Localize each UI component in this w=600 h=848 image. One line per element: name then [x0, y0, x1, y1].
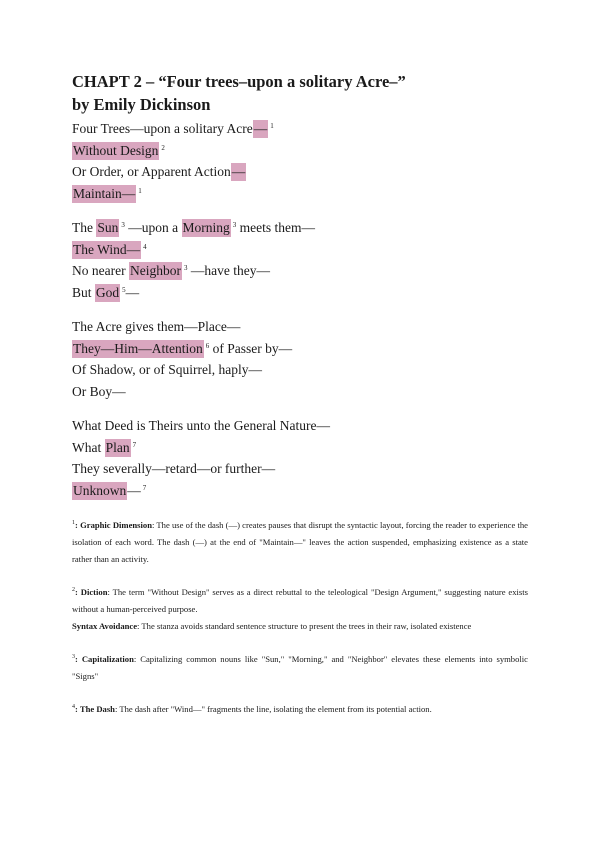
poem-line — [72, 239, 528, 261]
footnote-4 — [72, 701, 528, 718]
footnote-number: 2 — [72, 587, 75, 593]
highlight: They—Him—Attention — [73, 340, 203, 356]
highlight: — — [231, 164, 246, 179]
footnote-heading: : Diction — [75, 587, 108, 597]
footnote-marker: 1 — [138, 186, 142, 195]
footnote-body: : The dash after "Wind—" fragments the line, isolating the element from its potential action. — [114, 704, 432, 714]
poem-line — [72, 161, 528, 183]
footnote-body: : The term "Without Design" serves as a direct rebuttal to the teleological "Design Argument," suggesting nature exists without a human-perceived purpose. — [72, 587, 528, 614]
highlight: The Wind— — [73, 241, 141, 257]
poem-line — [72, 338, 528, 360]
stanza-1 — [72, 118, 528, 204]
line-text: Four Trees—upon a solitary Acre — [72, 121, 253, 136]
highlight: Morning — [182, 220, 230, 235]
poem-line: Of Shadow, or of Squirrel, haply— — [72, 362, 262, 377]
footnote-marker: 5 — [122, 285, 126, 294]
footnote-marker: 4 — [143, 242, 147, 251]
footnote-marker: 3 — [121, 221, 125, 229]
poem-line — [72, 437, 528, 459]
footnote-marker: 1 — [270, 122, 274, 130]
document-page — [72, 70, 528, 734]
stanza-4 — [72, 415, 528, 501]
footnote-marker: 6 — [205, 341, 210, 350]
footnote-number: 1 — [72, 520, 75, 526]
line-text: meets them— — [236, 220, 315, 235]
line-text: —upon a — [124, 220, 182, 235]
chapter-title: CHAPT 2 – “Four trees–upon a solitary Acre–” — [72, 72, 406, 91]
footnote-body: : The use of the dash (—) creates pauses that disrupt the syntactic layout, forcing the reader to experience the isolation of each word. The dash (—) at the end of "Maintain—" leaves the action suspended, emphasizing existence as a state rather than an activity. — [72, 520, 528, 564]
footnote-1 — [72, 517, 528, 568]
highlight: Plan — [105, 439, 130, 455]
footnote-heading: : The Dash — [75, 704, 115, 714]
stanza-2 — [72, 217, 528, 303]
footnote-marker: 7 — [132, 440, 137, 449]
footnote-body: : The stanza avoids standard sentence structure to present the trees in their raw, isolated existence — [137, 621, 472, 631]
poem-line: Or Boy— — [72, 383, 126, 399]
poem-line — [72, 480, 528, 502]
footnote-heading: Syntax Avoidance — [72, 621, 138, 631]
line-text: What — [72, 439, 105, 455]
footnote-marker: 3 — [232, 221, 237, 229]
highlight: Unknown — [73, 482, 127, 498]
line-text: No nearer — [72, 263, 129, 278]
poem-line — [72, 183, 528, 205]
footnote-heading: : Capitalization — [75, 654, 134, 664]
line-text: Or Order, or Apparent Action — [72, 164, 231, 179]
line-text: of Passer by— — [209, 340, 293, 356]
highlight: Sun — [97, 220, 119, 235]
stanza-3 — [72, 316, 528, 402]
poem-line — [72, 217, 528, 239]
poem-line — [72, 260, 528, 282]
highlight: Without Design — [73, 142, 159, 158]
line-text: —have they— — [187, 263, 270, 278]
footnote-number: 4 — [72, 704, 75, 710]
footnote-2 — [72, 584, 528, 635]
highlight: Neighbor — [129, 263, 181, 278]
poem-line: They severally—retard—or further— — [72, 461, 276, 476]
highlight: Maintain— — [73, 185, 136, 201]
footnote-marker: 3 — [183, 264, 188, 272]
poem-line — [72, 140, 528, 162]
highlight: God — [95, 284, 120, 300]
footnote-heading: : Graphic Dimension — [75, 520, 152, 530]
footnote-number: 3 — [72, 654, 75, 660]
line-text: — — [125, 284, 140, 300]
footnote-3 — [72, 651, 528, 685]
footnotes — [72, 517, 528, 718]
poem-line — [72, 282, 528, 304]
highlight: — — [253, 121, 268, 136]
footnote-body: : Capitalizing common nouns like "Sun," "Morning," and "Neighbor" elevates these elements into symbolic "Signs" — [72, 654, 528, 681]
footnote-marker: 7 — [142, 483, 147, 492]
line-text: The — [72, 220, 97, 235]
poem-line: What Deed is Theirs unto the General Nature— — [72, 418, 331, 433]
author-line: by Emily Dickinson — [72, 95, 211, 114]
poem-line: The Acre gives them—Place— — [72, 319, 241, 334]
footnote-marker: 2 — [161, 143, 165, 152]
line-text: But — [72, 284, 95, 300]
poem-line — [72, 118, 528, 140]
line-text: — — [127, 482, 141, 498]
